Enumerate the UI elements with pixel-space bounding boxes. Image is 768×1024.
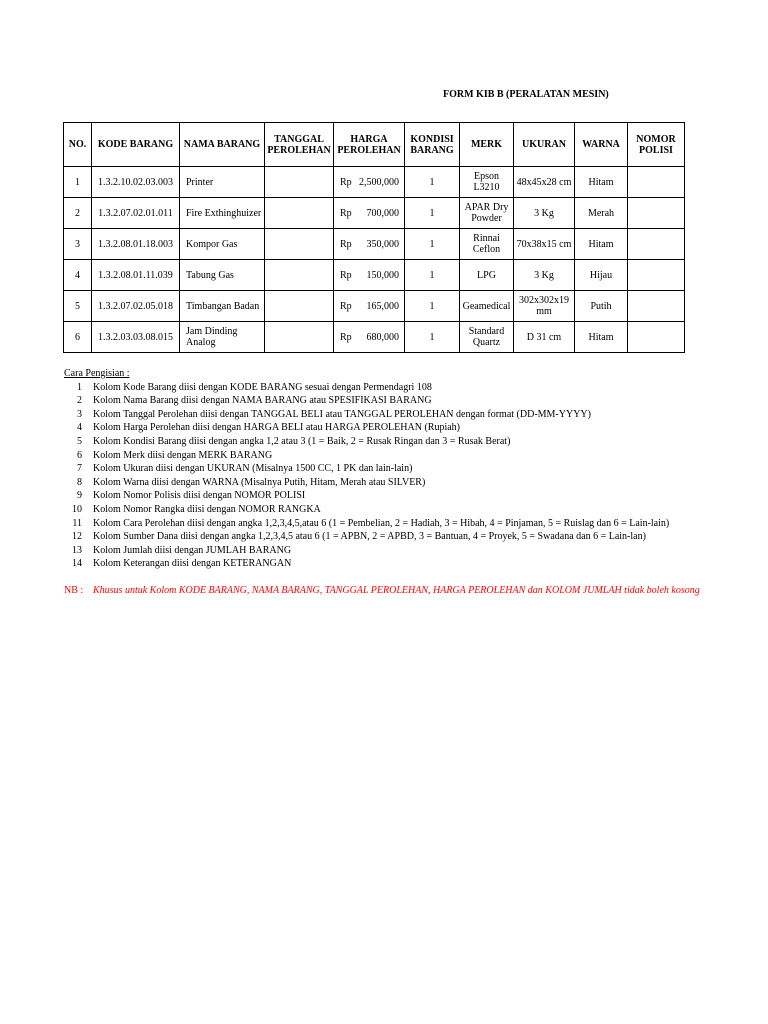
header-harga-perolehan: HARGA PEROLEHAN — [334, 123, 405, 167]
item-text: Kolom Nomor Rangka diisi dengan NOMOR RANGKA — [93, 503, 321, 515]
item-text: Kolom Sumber Dana diisi dengan angka 1,2,3,4,5 atau 6 (1 = APBN, 2 = APBD, 3 = Bantuan, 4 = Proyek, 5 = Swadana dan 6 = Lain-lan) — [93, 531, 646, 543]
table-row — [64, 198, 685, 229]
table-row — [64, 229, 685, 260]
list-item — [64, 544, 669, 558]
item-number: 14 — [72, 558, 82, 570]
cell-merk: LPG — [460, 260, 514, 291]
list-item — [64, 517, 669, 531]
cell-nama: Fire Exthinghuizer — [180, 198, 265, 229]
cell-nama: Tabung Gas — [180, 260, 265, 291]
cell-nama: Kompor Gas — [180, 229, 265, 260]
header-nomor-polisi: NOMOR POLISI — [628, 123, 685, 167]
cell-tanggal — [265, 229, 334, 260]
table-row — [64, 167, 685, 198]
price-value: 165,000 — [366, 300, 399, 312]
list-item — [64, 530, 669, 544]
header-kondisi-barang: KONDISI BARANG — [405, 123, 460, 167]
table-header-row — [64, 123, 685, 167]
instructions-heading: Cara Pengisian : — [64, 368, 130, 379]
cell-polisi — [628, 322, 685, 353]
item-text: Kolom Jumlah diisi dengan JUMLAH BARANG — [93, 544, 292, 556]
currency-label: Rp — [340, 331, 352, 343]
cell-harga — [334, 229, 405, 260]
cell-polisi — [628, 291, 685, 322]
cell-kondisi: 1 — [405, 167, 460, 198]
price-value: 2,500,000 — [359, 176, 399, 188]
cell-warna: Merah — [575, 198, 628, 229]
table-row — [64, 291, 685, 322]
currency-label: Rp — [340, 269, 352, 281]
cell-kondisi: 1 — [405, 291, 460, 322]
cell-tanggal — [265, 291, 334, 322]
header-warna: WARNA — [575, 123, 628, 167]
cell-no: 6 — [64, 322, 92, 353]
header-kode-barang: KODE BARANG — [92, 123, 180, 167]
price-value: 680,000 — [366, 331, 399, 343]
item-text: Kolom Harga Perolehan diisi dengan HARGA BELI atau HARGA PEROLEHAN (Rupiah) — [93, 422, 460, 434]
list-item — [64, 435, 669, 449]
cell-harga — [334, 260, 405, 291]
item-number: 4 — [77, 422, 82, 434]
item-text: Kolom Merk diisi dengan MERK BARANG — [93, 449, 273, 461]
cell-tanggal — [265, 322, 334, 353]
item-text: Kolom Warna diisi dengan WARNA (Misalnya Putih, Hitam, Merah atau SILVER) — [93, 476, 426, 488]
item-text: Kolom Nomor Polisis diisi dengan NOMOR POLISI — [93, 490, 306, 502]
cell-no: 2 — [64, 198, 92, 229]
cell-nama: Jam Dinding Analog — [180, 322, 265, 353]
currency-label: Rp — [340, 207, 352, 219]
list-item — [64, 489, 669, 503]
cell-kondisi: 1 — [405, 198, 460, 229]
cell-no: 1 — [64, 167, 92, 198]
list-item — [64, 394, 669, 408]
item-text: Kolom Kondisi Barang diisi dengan angka 1,2 atau 3 (1 = Baik, 2 = Rusak Ringan dan 3 = Rusak Berat) — [93, 435, 511, 447]
list-item — [64, 449, 669, 463]
cell-merk: APAR Dry Powder — [460, 198, 514, 229]
item-number: 3 — [77, 408, 82, 420]
cell-tanggal — [265, 167, 334, 198]
item-number: 5 — [77, 435, 82, 447]
item-number: 10 — [72, 503, 82, 515]
cell-kode: 1.3.2.03.03.08.015 — [92, 322, 180, 353]
cell-polisi — [628, 198, 685, 229]
cell-harga — [334, 167, 405, 198]
table-row — [64, 322, 685, 353]
list-item — [64, 462, 669, 476]
list-item — [64, 503, 669, 517]
list-item — [64, 408, 669, 422]
header-nama-barang: NAMA BARANG — [180, 123, 265, 167]
header-tanggal-perolehan: TANGGAL PEROLEHAN — [265, 123, 334, 167]
cell-harga — [334, 322, 405, 353]
item-number: 12 — [72, 531, 82, 543]
item-number: 1 — [77, 381, 82, 393]
cell-tanggal — [265, 260, 334, 291]
price-value: 150,000 — [366, 269, 399, 281]
cell-warna: Hitam — [575, 229, 628, 260]
kib-table — [63, 122, 685, 353]
cell-merk: Rinnai Ceflon — [460, 229, 514, 260]
cell-polisi — [628, 229, 685, 260]
cell-ukuran: 3 Kg — [514, 260, 575, 291]
cell-ukuran: D 31 cm — [514, 322, 575, 353]
cell-nama: Printer — [180, 167, 265, 198]
cell-warna: Hitam — [575, 167, 628, 198]
cell-ukuran: 3 Kg — [514, 198, 575, 229]
header-ukuran: UKURAN — [514, 123, 575, 167]
cell-kondisi: 1 — [405, 322, 460, 353]
cell-kode: 1.3.2.07.02.05.018 — [92, 291, 180, 322]
table-row — [64, 260, 685, 291]
header-no: NO. — [64, 123, 92, 167]
item-text: Kolom Cara Perolehan diisi dengan angka 1,2,3,4,5,atau 6 (1 = Pembelian, 2 = Hadiah, 3 = Hibah, 4 = Pinjaman, 5 = Ruislag dan 6 = Lain-lain) — [93, 517, 670, 529]
nb-label: NB : — [64, 585, 84, 596]
item-text: Kolom Ukuran diisi dengan UKURAN (Misalnya 1500 CC, 1 PK dan lain-lain) — [93, 463, 413, 475]
list-item — [64, 476, 669, 490]
nb-note — [64, 585, 700, 596]
cell-harga — [334, 198, 405, 229]
item-number: 11 — [72, 517, 82, 529]
cell-no: 3 — [64, 229, 92, 260]
cell-kode: 1.3.2.10.02.03.003 — [92, 167, 180, 198]
list-item — [64, 557, 669, 571]
cell-ukuran: 302x302x19 mm — [514, 291, 575, 322]
form-title: FORM KIB B (PERALATAN MESIN) — [443, 89, 609, 100]
price-value: 350,000 — [366, 238, 399, 250]
cell-nama: Timbangan Badan — [180, 291, 265, 322]
cell-polisi — [628, 167, 685, 198]
cell-no: 4 — [64, 260, 92, 291]
cell-merk: Standard Quartz — [460, 322, 514, 353]
header-merk: MERK — [460, 123, 514, 167]
item-number: 2 — [77, 395, 82, 407]
cell-kondisi: 1 — [405, 229, 460, 260]
item-number: 9 — [77, 490, 82, 502]
cell-warna: Putih — [575, 291, 628, 322]
item-text: Kolom Nama Barang diisi dengan NAMA BARANG atau SPESIFIKASI BARANG — [93, 395, 432, 407]
cell-kode: 1.3.2.08.01.11.039 — [92, 260, 180, 291]
cell-kondisi: 1 — [405, 260, 460, 291]
cell-harga — [334, 291, 405, 322]
list-item — [64, 381, 669, 395]
instructions-section — [64, 367, 669, 571]
currency-label: Rp — [340, 238, 352, 250]
cell-ukuran: 48x45x28 cm — [514, 167, 575, 198]
cell-ukuran: 70x38x15 cm — [514, 229, 575, 260]
item-number: 8 — [77, 476, 82, 488]
item-number: 7 — [77, 463, 82, 475]
currency-label: Rp — [340, 300, 352, 312]
item-text: Kolom Tanggal Perolehan diisi dengan TANGGAL BELI atau TANGGAL PEROLEHAN dengan format (DD-MM-YYYY) — [93, 408, 591, 420]
price-value: 700,000 — [366, 207, 399, 219]
cell-warna: Hijau — [575, 260, 628, 291]
cell-kode: 1.3.2.07.02.01.011 — [92, 198, 180, 229]
item-number: 6 — [77, 449, 82, 461]
nb-text: Khusus untuk Kolom KODE BARANG, NAMA BARANG, TANGGAL PEROLEHAN, HARGA PEROLEHAN dan KOLOM JUMLAH tidak boleh kosong — [93, 585, 700, 596]
cell-tanggal — [265, 198, 334, 229]
list-item — [64, 421, 669, 435]
item-number: 13 — [72, 544, 82, 556]
cell-polisi — [628, 260, 685, 291]
cell-merk: Epson L3210 — [460, 167, 514, 198]
cell-no: 5 — [64, 291, 92, 322]
cell-kode: 1.3.2.08.01.18.003 — [92, 229, 180, 260]
cell-merk: Geamedical — [460, 291, 514, 322]
currency-label: Rp — [340, 176, 352, 188]
item-text: Kolom Kode Barang diisi dengan KODE BARANG sesuai dengan Permendagri 108 — [93, 381, 432, 393]
cell-warna: Hitam — [575, 322, 628, 353]
item-text: Kolom Keterangan diisi dengan KETERANGAN — [93, 558, 292, 570]
